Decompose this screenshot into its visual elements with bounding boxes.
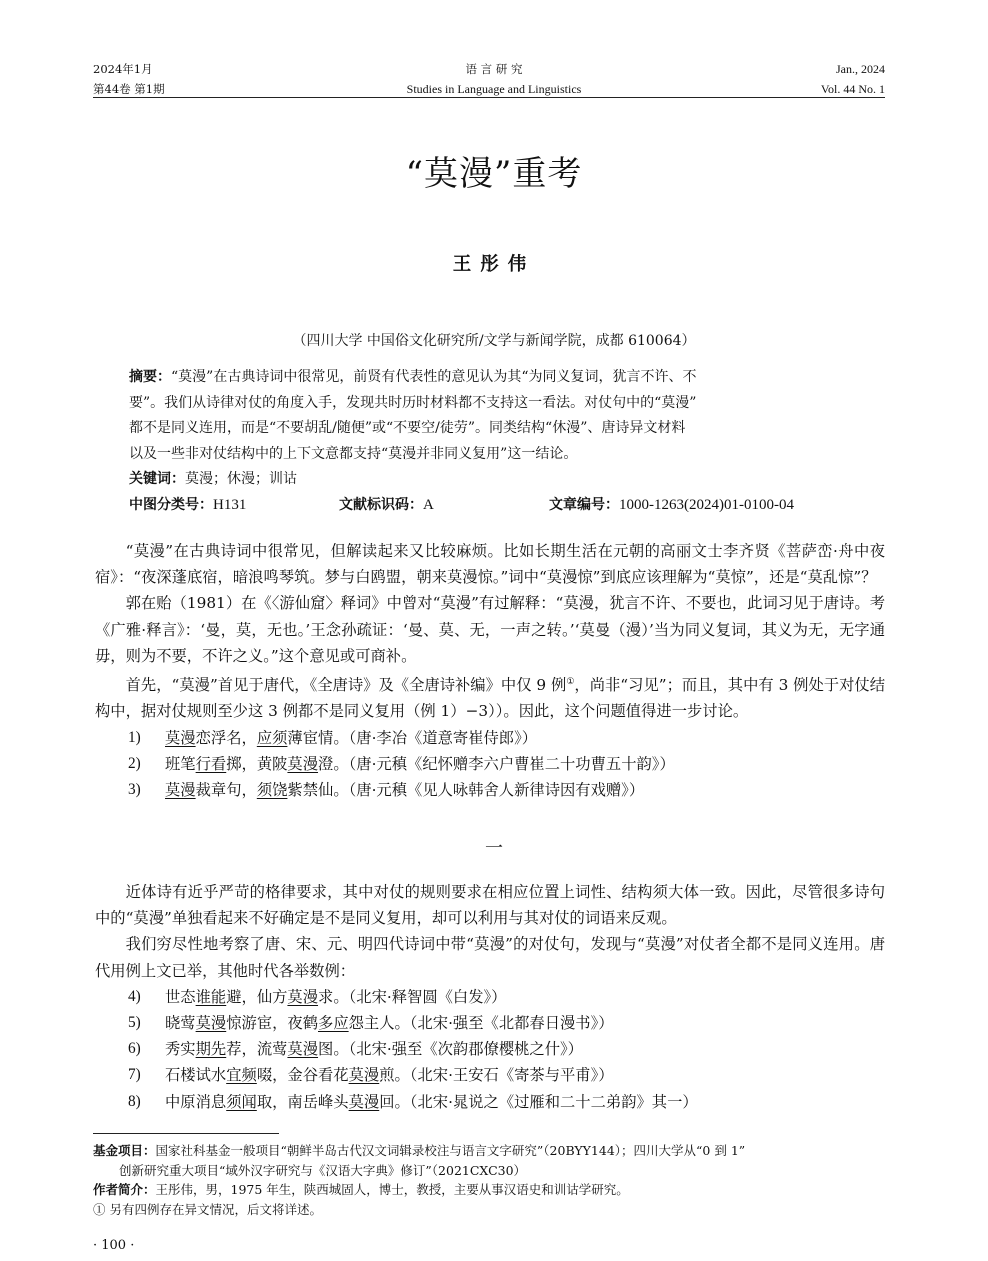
fund-label: 基金项目： [93,1143,156,1158]
footnote-rule [93,1133,279,1134]
underlined-term: 行看 [195,754,227,773]
example-item [95,725,885,751]
example-number: 2) [128,754,141,772]
example-fragment: 图。 [318,1040,349,1059]
example-number: 1) [128,728,141,746]
header-date-en: Jan., 2024 [836,62,885,76]
abstract-line-4: 以及一些非对仗结构中的上下文意都支持“莫漫并非同义复用”这一结论。 [129,445,578,462]
underlined-term: 莫漫 [287,754,319,773]
header-volume-en: Vol. 44 No. 1 [820,82,885,96]
example-number: 6) [128,1040,141,1058]
example-fragment: 求。 [318,987,349,1006]
example-source: （北宋·强至《次韵郡僚樱桃之什》） [348,1040,583,1059]
underlined-term: 莫漫 [287,1040,319,1059]
article-title: “莫漫”重考 [405,154,583,194]
article-number: 文章编号：1000-1263(2024)01-0100-04 [549,496,794,513]
underlined-term: 谁能 [195,987,227,1006]
example-item [95,751,885,777]
example-fragment: 掷，黄陂 [226,754,288,773]
example-fragment: 回。 [379,1092,410,1111]
body-section-one [95,879,885,1115]
paragraph-5: 我们穷尽性地考察了唐、宋、元、明四代诗词中带“莫漫”的对仗句，发现与“莫漫”对仗者全都不是同义连用。唐代用例上文已举，其他时代各举数例： [95,935,885,980]
example-fragment: 惊游宦，夜鹤 [226,1014,319,1033]
example-fragment: 石楼试水 [165,1066,227,1085]
abstract-line-3: 都不是同义连用，而是“不要胡乱/随便”或“不要空/徒劳”。同类结构“休漫”、唐诗异文材料 [129,420,686,436]
header-rule [93,97,885,98]
example-text [165,1089,698,1115]
header-date: 2024年1月 [93,62,153,76]
example-text [165,1062,614,1088]
abstract-label: 摘要： [129,369,171,385]
example-item [95,777,885,803]
example-fragment: 秀实 [165,1040,196,1059]
underlined-term: 宜频 [226,1066,257,1085]
fund-line-1: 基金项目：国家社科基金一般项目“朝鲜半岛古代汉文词辑录校注与语言文字研究”（20BYY144）；四川大学从“0 到 1” [93,1143,746,1158]
header-journal-en: Studies in Language and Linguistics [406,82,582,96]
example-number: 7) [128,1066,141,1084]
example-source: （唐·元稹《纪怀赠李六户曹崔二十功曹五十韵》） [348,754,675,773]
example-source: （北宋·晁说之《过雁和二十二弟韵》其一） [409,1092,698,1111]
example-fragment: 薄宦情。 [287,728,349,747]
underlined-term: 莫漫 [165,728,196,747]
underlined-term: 莫漫 [348,1066,380,1085]
example-item [95,1062,885,1088]
underlined-term: 莫漫 [165,780,196,799]
example-source: （唐·元稹《见人咏韩舍人新律诗因有戏赠》） [348,780,645,799]
paragraph-3: 首先，“莫漫”首见于唐代，《全唐诗》及《全唐诗补编》中仅 9 例①，尚非“习见”；而且，其中有 3 例处于对仗结构中，据对仗规则至少这 3 例都不是同义复用（例 1）−3））。因此，这个问题值得进一步讨论。 [95,676,885,721]
article-author: 王彤伟 [452,254,536,275]
underlined-term: 多应 [318,1014,349,1033]
example-fragment: 恋浮名， [195,728,257,747]
footnotes [93,1141,893,1219]
author-bio-label: 作者简介： [93,1182,156,1197]
example-number: 4) [128,987,141,1005]
abstract-line-2: 要”。我们从诗律对仗的角度入手，发现共时历时材料都不支持这一看法。对仗句中的“莫漫” [129,394,697,411]
example-text [165,725,537,751]
underlined-term: 莫漫 [195,1014,227,1033]
underlined-term: 须饶 [256,780,288,799]
examples-list-b [95,984,885,1115]
underlined-term: 莫漫 [287,987,319,1006]
example-fragment: 怨主人。 [348,1014,410,1033]
example-source: （唐·李冶《道意寄崔侍郎》） [348,728,538,747]
author-bio: 作者简介：王彤伟，男，1975 年生，陕西城固人，博士，教授，主要从事汉语史和训诂学研究。 [93,1182,629,1197]
example-fragment: 世态 [165,987,196,1006]
example-item [95,1036,885,1062]
example-fragment: 荐，流莺 [226,1040,288,1059]
header-journal-cn: 语 言 研 究 [465,62,523,76]
example-fragment: 煎。 [379,1066,410,1085]
paragraph-2: 郭在贻（1981）在《〈游仙窟〉释词》中曾对“莫漫”有过解释：“莫漫，犹言不许、不要也，此词习见于唐诗。考《广雅·释言》：‘曼，莫，无也。’王念孙疏证：‘曼、莫、无，一声之转。’‘莫曼（漫）’当为同义复词，其义为无，无字通毋，则为不要，不许之义。”这个意见或可商补。 [95,594,885,665]
abstract-line-1: 摘要：“莫漫”在古典诗词中很常见，前贤有代表性的意见认为其“为同义复词，犹言不许、不 [129,369,697,385]
example-fragment: 晓莺 [165,1014,196,1033]
underlined-term: 须闻 [226,1092,257,1111]
example-number: 8) [128,1092,141,1110]
example-text [165,751,675,777]
example-fragment: 班笔 [165,754,196,773]
example-text [165,777,644,803]
keywords: 关键词：莫漫；休漫；训诂 [129,471,297,487]
example-fragment: 中原消息 [165,1092,227,1111]
example-source: （北宋·释智圆《白发》） [348,987,507,1006]
document-code: 文献标识码：A [339,496,434,513]
example-item [95,984,885,1010]
example-number: 3) [128,780,141,798]
example-number: 5) [128,1014,141,1032]
classification-row [129,493,849,518]
footnote-1: ① 另有四例存在异文情况，后文将详述。 [93,1201,322,1217]
author-affiliation: （四川大学 中国俗文化研究所/文学与新闻学院，成都 610064） [292,333,696,349]
body-section-intro [95,538,885,803]
clc-number: 中图分类号：H131 [129,496,247,513]
underlined-term: 莫漫 [348,1092,380,1111]
abstract [129,365,849,518]
fund-line-2: 创新研究重大项目“域外汉字研究与《汉语大字典》修订”（2021CXC30） [119,1162,527,1178]
example-fragment: 啜，金谷看花 [256,1066,349,1085]
footnote-mark-1[interactable]: ① [566,677,575,688]
example-text [165,1010,614,1036]
example-source: （北宋·强至《北都春日漫书》） [409,1014,614,1033]
example-text [165,984,506,1010]
example-fragment: 避，仙方 [226,987,288,1006]
example-text [165,1036,583,1062]
examples-list-a [95,725,885,804]
section-heading: 一 [485,838,503,859]
example-source: （北宋·王安石《寄茶与平甫》） [409,1066,614,1085]
paragraph-1: “莫漫”在古典诗词中很常见，但解读起来又比较麻烦。比如长期生活在元朝的高丽文士李齐贤《菩萨峦·舟中夜宿》：“夜深蓬底宿，暗浪鸣琴筑。梦与白鸥盟，朝来莫漫惊。”词中“莫漫惊”到底应该理解为“莫惊”，还是“莫乱惊”？ [95,542,885,587]
example-item [95,1089,885,1115]
example-fragment: 澄。 [318,754,349,773]
paragraph-4: 近体诗有近乎严苛的格律要求，其中对仗的规则要求在相应位置上词性、结构须大体一致。因此，尽管很多诗句中的“莫漫”单独看起来不好确定是不是同义复用，却可以利用与其对仗的词语来反观。 [95,883,885,928]
underlined-term: 期先 [195,1040,227,1059]
page-number: · 100 · [93,1238,135,1253]
example-fragment: 裁章句， [195,780,257,799]
example-item [95,1010,885,1036]
underlined-term: 应须 [256,728,288,747]
keywords-label: 关键词： [129,471,185,487]
example-fragment: 取，南岳峰头 [256,1092,349,1111]
example-fragment: 紫禁仙。 [287,780,349,799]
header-volume-cn: 第44卷 第1期 [93,82,165,96]
